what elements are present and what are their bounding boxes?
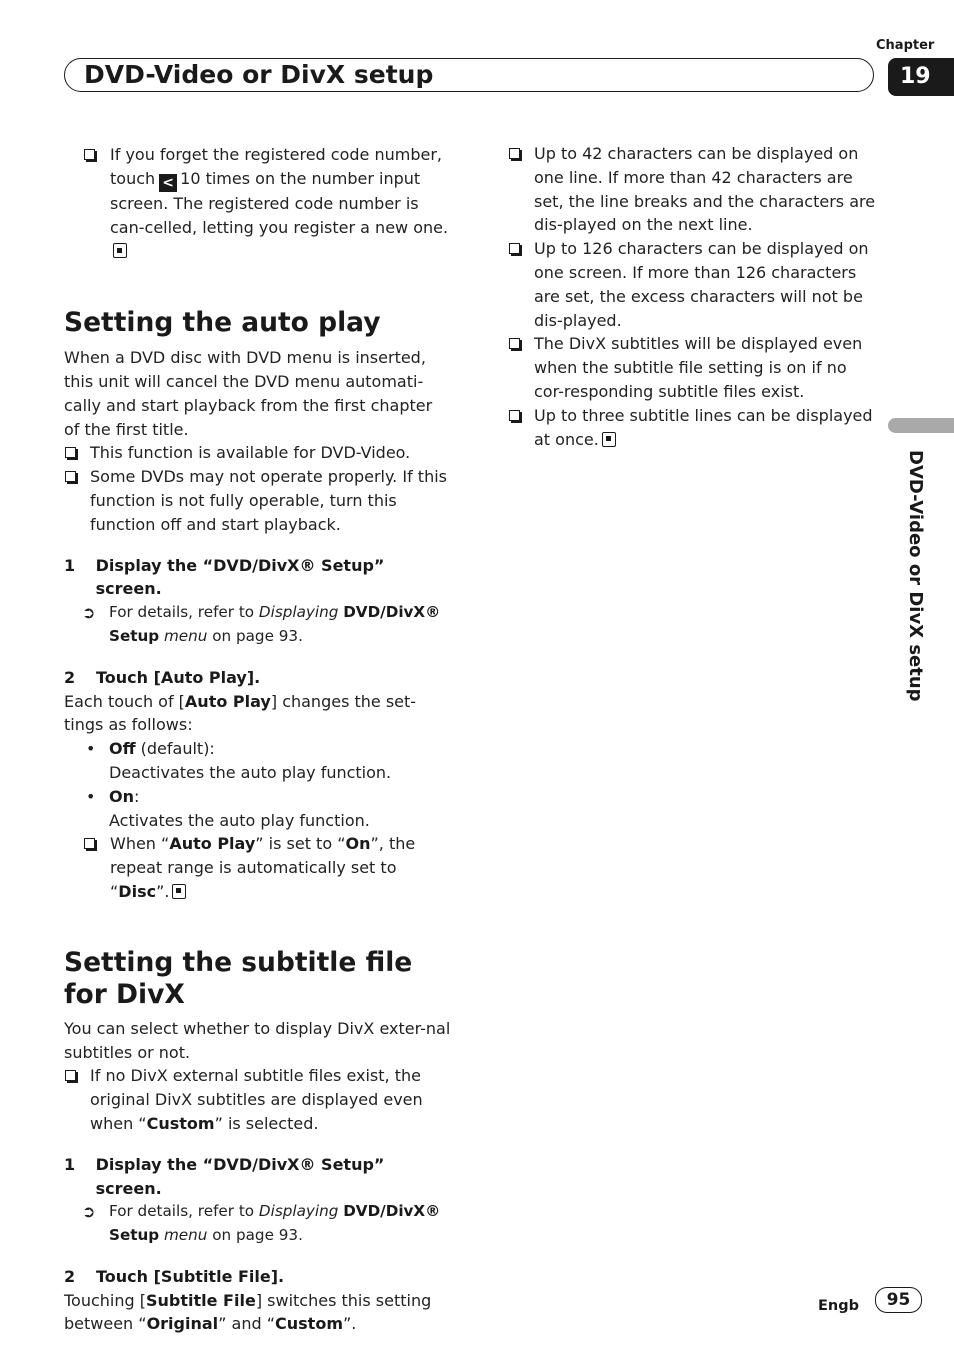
option-off: • Off (default):	[86, 739, 215, 759]
auto-play-note-2: Some DVDs may not operate properly. If this function is not fully operable, turn this function off and start playback.	[64, 465, 452, 536]
end-mark-icon	[602, 432, 616, 447]
right-column	[508, 142, 878, 451]
subtitle-step-2-desc: Touching [Subtitle File] switches this setting between “Original” and “Custom”.	[64, 1290, 432, 1334]
side-tab-label: DVD-Video or DivX setup	[905, 450, 926, 702]
subtitle-step-2: 2 Touch [Subtitle File].	[64, 1266, 285, 1286]
side-tab-marker	[888, 418, 954, 433]
auto-play-step-1: 1 Display the “DVD/DivX® Setup” screen.	[64, 555, 385, 599]
note-box-icon	[65, 1070, 76, 1081]
note-box-icon	[509, 338, 520, 349]
auto-play-step-2-desc: Each touch of [Auto Play] changes the set-tings as follows:	[64, 691, 417, 735]
note-box-icon	[509, 148, 520, 159]
chapter-number: 19	[888, 58, 954, 96]
auto-play-step-1-ref: ➲ For details, refer to Displaying DVD/DivX® Setup menu on page 93.	[82, 603, 441, 645]
back-arrow-icon: <	[159, 174, 177, 192]
subtitle-step-1-ref: ➲ For details, refer to Displaying DVD/DivX® Setup menu on page 93.	[82, 1202, 441, 1245]
reference-arrow-icon: ➲	[82, 603, 96, 623]
auto-play-final-note: When “Auto Play” is set to “On”, the repeat range is automatically set to “Disc”.	[64, 832, 452, 903]
end-mark-icon	[113, 243, 127, 258]
reference-arrow-icon: ➲	[82, 1202, 96, 1222]
note-box-icon	[65, 447, 76, 458]
right-note-1: Up to 42 characters can be displayed on one line. If more than 42 characters are set, the line breaks and the characters are dis-played on the next line.	[508, 142, 878, 237]
intro-note: If you forget the registered code number, touch < 10 times on the number input screen. The registered code number is can-celled, letting you register a new one.	[64, 143, 452, 263]
right-note-3: The DivX subtitles will be displayed even when the subtitle file setting is on if no cor-responding subtitle files exist.	[508, 332, 878, 403]
auto-play-heading: Setting the auto play	[64, 307, 381, 339]
option-off-desc: Deactivates the auto play function.	[109, 762, 392, 782]
subtitle-intro: You can select whether to display DivX exter-nal subtitles or not.	[64, 1018, 451, 1062]
subtitle-note: If no DivX external subtitle files exist, the original DivX subtitles are displayed even when “Custom” is selected.	[64, 1064, 452, 1135]
section-title: DVD-Video or DivX setup	[84, 60, 434, 89]
right-note-4: Up to three subtitle lines can be displayed at once.	[508, 404, 878, 452]
left-column	[64, 142, 452, 1336]
option-on: • On:	[86, 786, 140, 806]
page-number: 95	[875, 1287, 922, 1313]
auto-play-note-1: This function is available for DVD-Video.	[64, 441, 452, 465]
end-mark-icon	[172, 884, 186, 899]
note-box-icon	[65, 471, 76, 482]
chapter-label: Chapter	[876, 38, 935, 53]
option-on-desc: Activates the auto play function.	[109, 810, 370, 830]
note-box-icon	[84, 838, 95, 849]
subtitle-step-1: 1 Display the “DVD/DivX® Setup” screen.	[64, 1154, 385, 1198]
note-box-icon	[509, 410, 520, 421]
note-box-icon	[84, 149, 95, 160]
auto-play-step-2: 2 Touch [Auto Play].	[64, 667, 261, 687]
subtitle-heading: Setting the subtitle file for DivX	[64, 946, 413, 1010]
note-box-icon	[509, 243, 520, 254]
auto-play-intro: When a DVD disc with DVD menu is inserted, this unit will cancel the DVD menu automati-cally and start playback from the first chapter of the first title.	[64, 348, 433, 439]
right-note-2: Up to 126 characters can be displayed on one screen. If more than 126 characters are set, the excess characters will not be dis-played.	[508, 237, 878, 332]
language-code: Engb	[818, 1298, 859, 1314]
